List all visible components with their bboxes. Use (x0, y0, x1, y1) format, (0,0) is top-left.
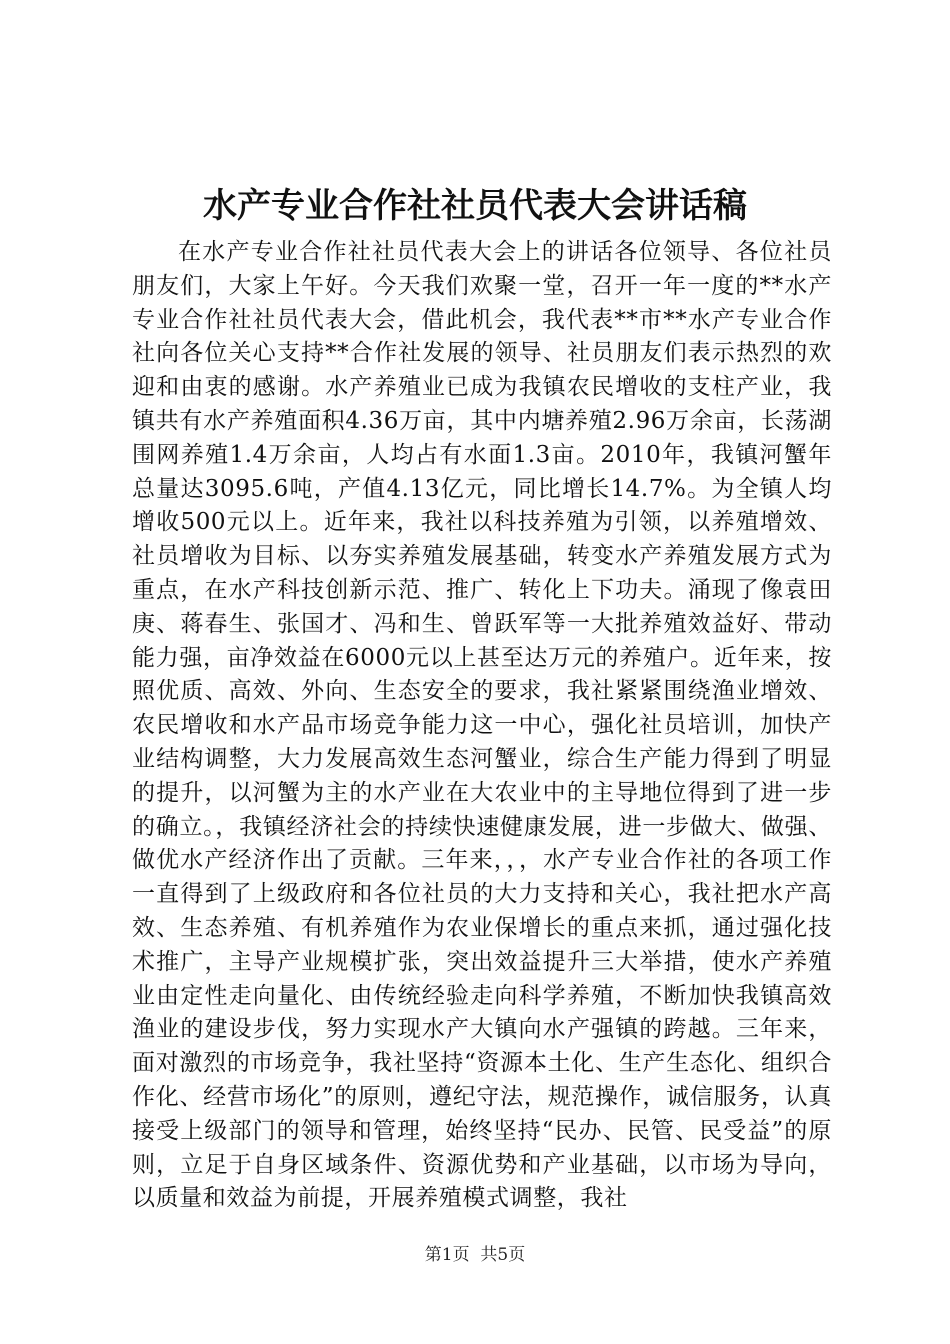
footer-spacer (470, 1245, 481, 1265)
document-body-paragraph: 在水产专业合作社社员代表大会上的讲话各位领导、各位社员朋友们，大家上午好。今天我们欢聚一堂，召开一年一度的**水产专业合作社社员代表大会，借此机会，我代表**市**水产专业合作社向各位关心支持**合作社发展的领导、社员朋友们表示热烈的欢迎和由衷的感谢。水产养殖业已成为我镇农民增收的支柱产业，我镇共有水产养殖面积4.36万亩，其中内塘养殖2.96万余亩，长荡湖围网养殖1.4万余亩，人均占有水面1.3亩。2010年，我镇河蟹年总量达3095.6吨，产值4.13亿元，同比增长14.7%。为全镇人均增收500元以上。近年来，我社以科技养殖为引领，以养殖增效、社员增收为目标、以夯实养殖发展基础，转变水产养殖发展方式为重点，在水产科技创新示范、推广、转化上下功夫。涌现了像袁田庚、蒋春生、张国才、冯和生、曾跃军等一大批养殖效益好、带动能力强，亩净效益在6000元以上甚至达万元的养殖户。近年来，按照优质、高效、外向、生态安全的要求，我社紧紧围绕渔业增效、农民增收和水产品市场竞争能力这一中心，强化社员培训，加快产业结构调整，大力发展高效生态河蟹业，综合生产能力得到了明显的提升，以河蟹为主的水产业在大农业中的主导地位得到了进一步的确立。，我镇经济社会的持续快速健康发展，进一步做大、做强、做优水产经济作出了贡献。三年来，，，水产专业合作社的各项工作一直得到了上级政府和各位社员的大力支持和关心，我社把水产高效、生态养殖、有机养殖作为农业保增长的重点来抓，通过强化技术推广，主导产业规模扩张，突出效益提升三大举措，使水产养殖业由定性走向量化、由传统经验走向科学养殖，不断加快我镇高效渔业的建设步伐，努力实现水产大镇向水产强镇的跨越。三年来，面对激烈的市场竞争，我社坚持“资源本土化、生产生态化、组织合作化、经营市场化”的原则，遵纪守法，规范操作，诚信服务，认真接受上级部门的领导和管理，始终坚持“民办、民管、民受益”的原则，立足于自身区域条件、资源优势和产业基础，以市场为导向，以质量和效益为前提，开展养殖模式调整，我社 (132, 239, 832, 1212)
document-title: 水产专业合作社社员代表大会讲话稿 (203, 186, 747, 226)
page-number: 第1页 (424, 1245, 470, 1265)
page-footer (0, 1243, 950, 1267)
total-pages: 共5页 (480, 1245, 526, 1265)
